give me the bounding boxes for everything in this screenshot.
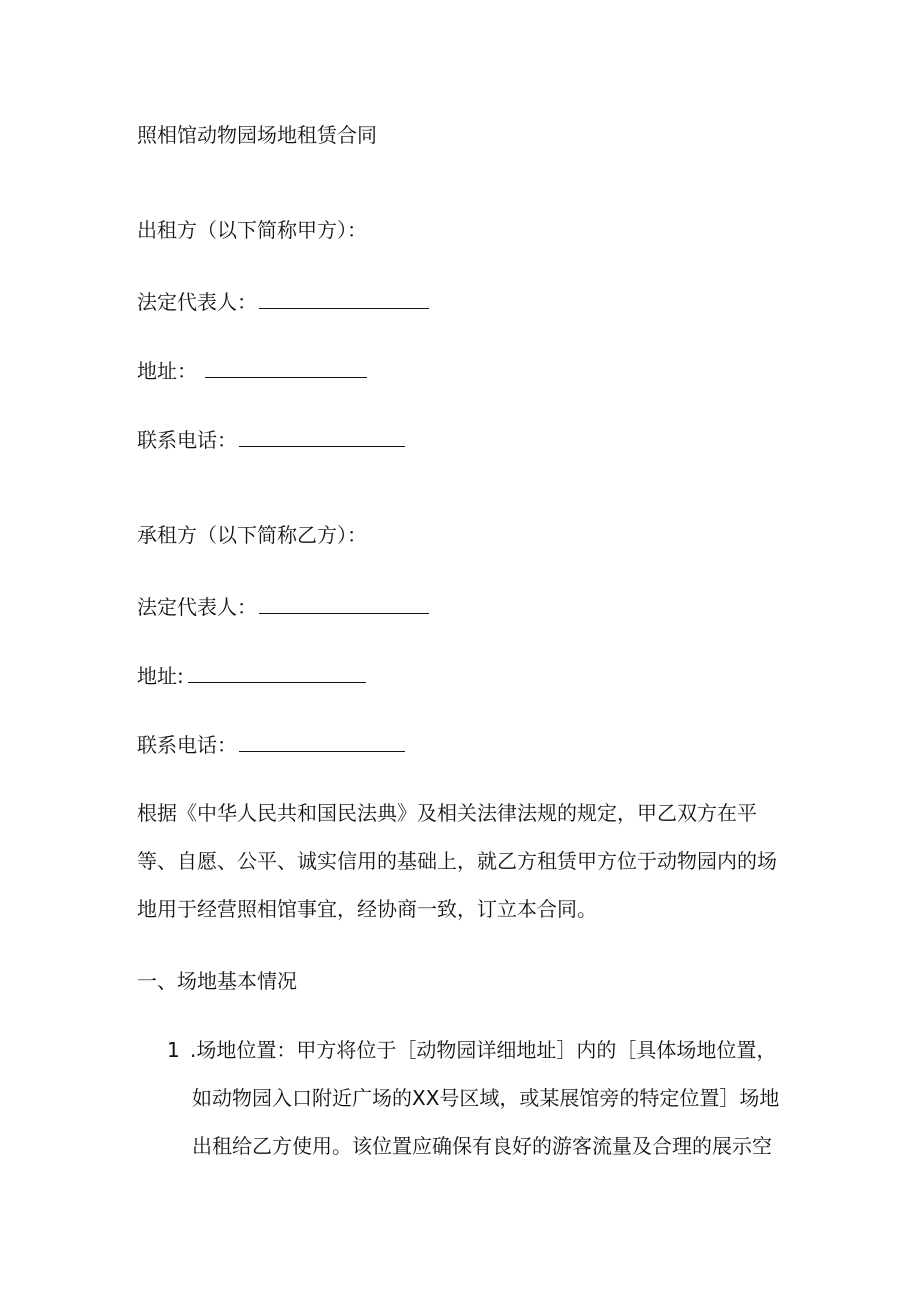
list-item-number: 1 <box>167 1038 180 1062</box>
lessee-phone-blank[interactable] <box>239 731 405 752</box>
lessee-rep-blank[interactable] <box>259 593 429 614</box>
lessor-address-blank[interactable] <box>205 357 367 378</box>
lessor-rep-label: 法定代表人： <box>137 290 257 314</box>
lessor-address-label: 地址： <box>137 359 197 383</box>
lessor-phone-label: 联系电话： <box>137 428 237 452</box>
list-item-text <box>192 1026 779 1170</box>
lessee-address-label: 地址: <box>137 664 184 688</box>
lessee-phone-label: 联系电话： <box>137 733 237 757</box>
lessor-phone-blank[interactable] <box>239 426 405 447</box>
lessee-address-row <box>137 662 366 690</box>
list-item-line: 出租给乙方使用。该位置应确保有良好的游客流量及合理的展示空 <box>192 1134 772 1158</box>
list-item-line: 如动物园入口附近广场的XX号区域，或某展馆旁的特定位置］场地 <box>192 1086 780 1110</box>
preamble-line: 地用于经营照相馆事宜，经协商一致，订立本合同。 <box>137 897 597 921</box>
preamble-paragraph <box>137 789 787 933</box>
lessor-rep-blank[interactable] <box>259 288 429 309</box>
lessor-phone-row <box>137 426 405 454</box>
lessor-address-row <box>137 357 367 385</box>
preamble-line: 等、自愿、公平、诚实信用的基础上，就乙方租赁甲方位于动物园内的场 <box>137 849 777 873</box>
preamble-line: 根据《中华人民共和国民法典》及相关法律法规的规定，甲乙双方在平 <box>137 801 757 825</box>
lessee-rep-label: 法定代表人： <box>137 595 257 619</box>
document-title: 照相馆动物园场地租赁合同 <box>137 123 377 147</box>
lessee-phone-row <box>137 731 405 759</box>
section-heading: 一、场地基本情况 <box>137 969 297 993</box>
lessor-rep-row <box>137 288 429 316</box>
lessor-heading: 出租方（以下简称甲方）： <box>137 218 367 242</box>
lessee-address-blank[interactable] <box>188 662 366 683</box>
lessee-heading: 承租方（以下简称乙方）： <box>137 523 367 547</box>
lessee-rep-row <box>137 593 429 621</box>
list-item-line: .场地位置：甲方将位于［动物园详细地址］内的［具体场地位置， <box>190 1038 777 1062</box>
